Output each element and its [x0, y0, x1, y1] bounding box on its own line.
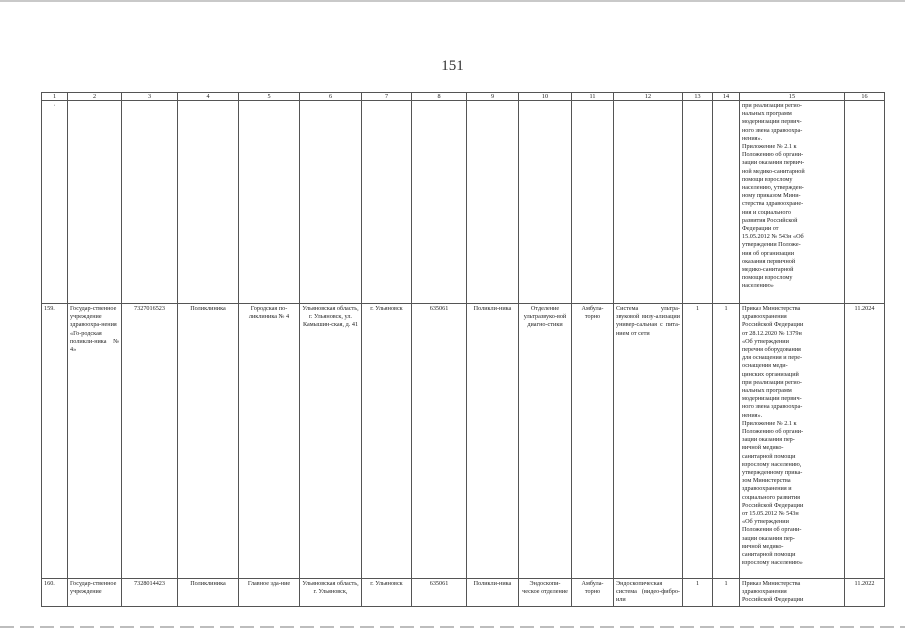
column-header: 3: [122, 93, 178, 101]
address: Ульяновская область, г. Ульяновск, ул. Камышин-ская, д. 41: [300, 304, 362, 579]
equipment-name: Система ультра-звуковой визу-ализации универ-сальная с пита-нием от сети: [614, 304, 683, 579]
row-number: 160.: [42, 579, 68, 607]
department: Эндоскопи-ческое отделение: [519, 579, 572, 607]
table-cell: [572, 101, 614, 304]
column-header: 15: [740, 93, 845, 101]
quantity-total: 1: [713, 579, 740, 607]
building-name: Городская по-ликлиника № 4: [239, 304, 300, 579]
city: г. Ульяновск: [362, 579, 412, 607]
column-header: 6: [300, 93, 362, 101]
facility-type: Поликлиника: [178, 579, 239, 607]
column-header: 5: [239, 93, 300, 101]
column-header: 10: [519, 93, 572, 101]
building-name: Главное зда-ние: [239, 579, 300, 607]
column-header: 12: [614, 93, 683, 101]
quantity-total: 1: [713, 304, 740, 579]
unit-type: Поликли-ника: [467, 304, 519, 579]
column-header: 7: [362, 93, 412, 101]
column-header: 2: [68, 93, 122, 101]
unit-type: Поликли-ника: [467, 579, 519, 607]
table-cell: [239, 101, 300, 304]
column-header: 4: [178, 93, 239, 101]
legal-basis-cell: Приказ Министерства здравоохранения Российской Федерации: [740, 579, 845, 607]
table-cell: [362, 101, 412, 304]
inn-code: 7328014423: [122, 579, 178, 607]
quantity: 1: [683, 579, 713, 607]
scan-edge-top: [0, 0, 905, 2]
column-header: 13: [683, 93, 713, 101]
column-header: 11: [572, 93, 614, 101]
table-row-continuation: [42, 101, 885, 304]
table-row: [42, 304, 885, 579]
table-row: [42, 579, 885, 607]
quantity: 1: [683, 304, 713, 579]
table-cell: [614, 101, 683, 304]
column-header: 8: [412, 93, 467, 101]
code: 635061: [412, 304, 467, 579]
table-cell: [300, 101, 362, 304]
date-cell: 11.2024: [845, 304, 885, 579]
table-cell: [178, 101, 239, 304]
row-number: 159.: [42, 304, 68, 579]
legal-basis-cell: Приказ Министерства здравоохранения Российской Федерации от 28.12.2020 № 1379н «Об утверждении перечня оборудования для оснащения и пере- оснащения меди- цинских организаций при реализации регио- нальных программ модернизации первич- ного звена здравоохра- нения». Приложение № 2.1 к Положению об органи- зации оказания пер- вичной медико- санитарной помощи взрослому населению, утвержденному прика- зом Министерства здравоохранения и социального развития Российской Федерации от 15.05.2012 № 543н «Об утверждении Положения об органи- зации оказания пер- вичной медико- санитарной помощи взрослому населению»: [740, 304, 845, 579]
table-cell: [519, 101, 572, 304]
address: Ульяновская область, г. Ульяновск,: [300, 579, 362, 607]
legal-basis-cell: при реализации регио- нальных программ модернизации первич- ного звена здравоохра- нения». Приложение № 2.1 к Положению об органи- зации оказания первич- ной медико-санитарной помощи взрослому населению, утвержден- ному приказом Мини- стерства здравоохране- ния и социального развития Российской Федерации от 15.05.2012 № 543н «Об утверждении Положе- ния об организации оказания первичной медико-санитарной помощи взрослому населению»: [740, 101, 845, 304]
page-number: 151: [441, 58, 464, 74]
table-cell: [467, 101, 519, 304]
inn-code: 7327016523: [122, 304, 178, 579]
column-number-row: [42, 93, 885, 101]
table-cell: [122, 101, 178, 304]
column-header: 14: [713, 93, 740, 101]
organization-name: Государ-ственное учреждение здравоохра-нения «Го-родская поликли-ника № 4»: [68, 304, 122, 579]
table-cell: [412, 101, 467, 304]
code: 635061: [412, 579, 467, 607]
table-cell: [713, 101, 740, 304]
column-header: 16: [845, 93, 885, 101]
table-cell: [845, 101, 885, 304]
facility-type: Поликлиника: [178, 304, 239, 579]
city: г. Ульяновск: [362, 304, 412, 579]
table-cell: ·: [42, 101, 68, 304]
organization-name: Государ-ственное учреждение: [68, 579, 122, 607]
table-cell: [68, 101, 122, 304]
date-cell: 11.2022: [845, 579, 885, 607]
table-cell: [683, 101, 713, 304]
care-mode: Амбула-торно: [572, 579, 614, 607]
equipment-name: Эндоскопическая система (видео-фибро- или: [614, 579, 683, 607]
column-header: 1: [42, 93, 68, 101]
column-header: 9: [467, 93, 519, 101]
care-mode: Амбула-торно: [572, 304, 614, 579]
equipment-table: [41, 92, 885, 607]
department: Отделение ультразвуко-вой диагно-стики: [519, 304, 572, 579]
scan-edge-bottom: [0, 626, 905, 628]
